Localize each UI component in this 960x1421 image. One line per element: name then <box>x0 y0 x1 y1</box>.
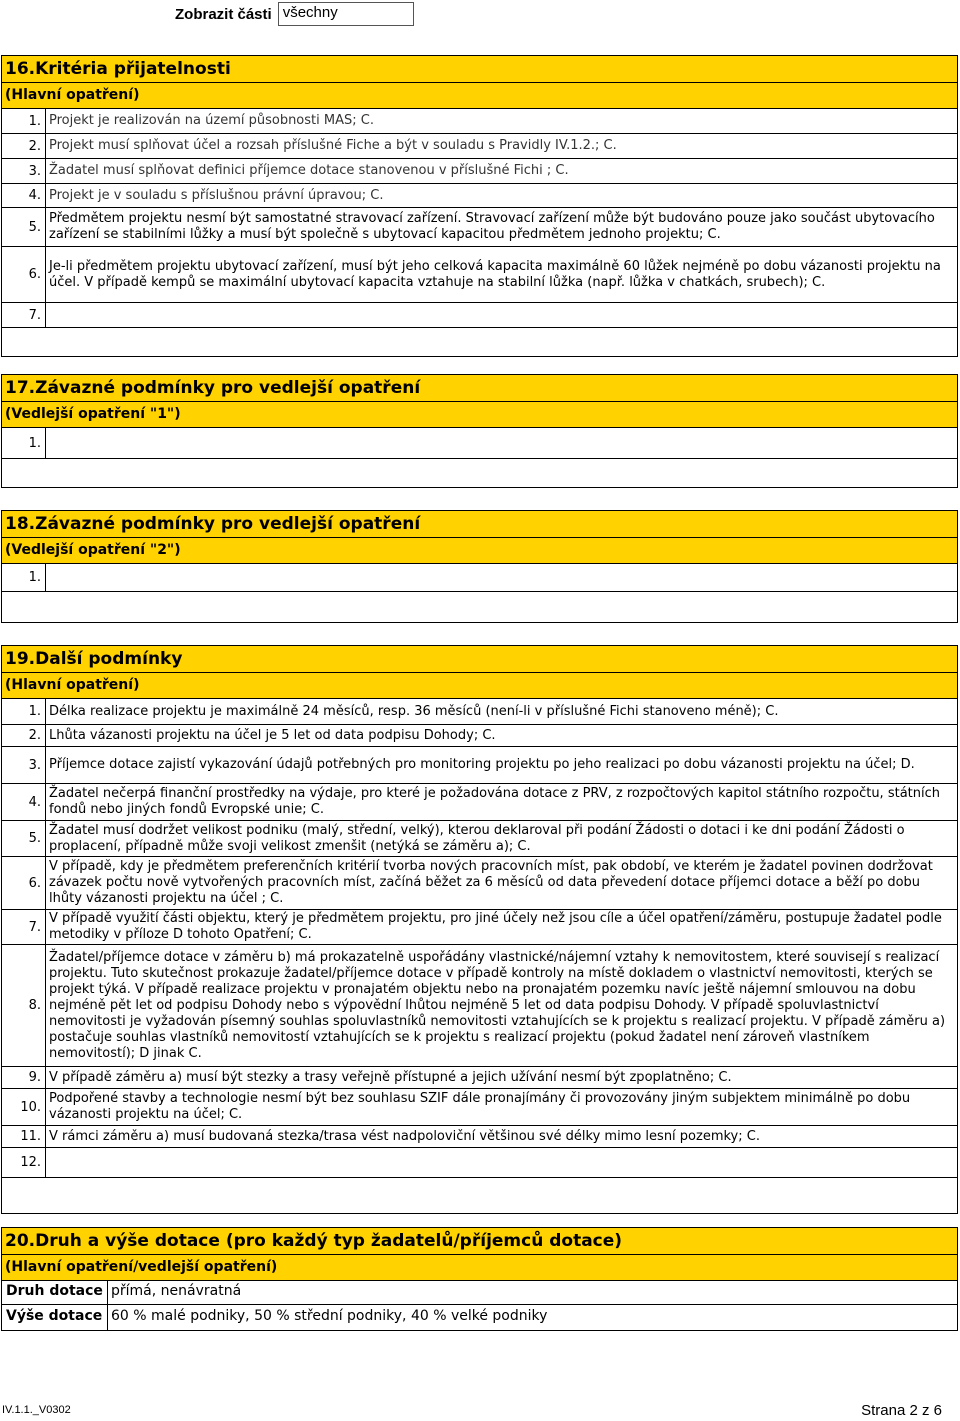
item-text: Podpořené stavby a technologie nesmí být bez souhlasu SZIF dále pronajímány či provozovány jiným subjektem minimálně po dobu vázanosti projektu na účel; C. <box>49 1091 911 1122</box>
section-subtitle: (Hlavní opatření) <box>5 677 140 693</box>
item-number: 3. <box>2 159 46 183</box>
item-number: 10. <box>2 1089 46 1125</box>
item-number: 7. <box>2 910 46 944</box>
item-number: 2. <box>2 134 46 158</box>
item-number: 5. <box>2 821 46 856</box>
item-text: V rámci záměru a) musí budovaná stezka/trasa vést nadpoloviční většinou své délky mimo lesní pozemky; C. <box>49 1128 760 1144</box>
item-text <box>46 564 957 591</box>
table-key: Druh dotace <box>2 1280 108 1304</box>
item-number: 5. <box>2 208 46 246</box>
item-number: 8. <box>2 945 46 1066</box>
list-item <box>2 564 957 592</box>
item-text <box>46 428 957 458</box>
section-title: 17.Závazné podmínky pro vedlejší opatření <box>2 375 957 402</box>
section-subtitle: (Hlavní opatření) <box>5 87 140 103</box>
item-text: V případě využití části objektu, který je předmětem projektu, pro jiné účely než jsou cíle a účel opatření/záměru, postupuje žadatel podle metodiky v příloze D tohoto Opatření; C. <box>49 911 942 942</box>
show-parts-label: Zobrazit části <box>175 5 272 23</box>
list-item <box>2 134 957 159</box>
item-number: 4. <box>2 784 46 820</box>
spacer <box>2 592 957 622</box>
table-value: 60 % malé podniky, 50 % střední podniky, 40 % velké podniky <box>111 1308 548 1324</box>
section-subtitle: (Vedlejší opatření "2") <box>5 542 181 558</box>
item-text: Je-li předmětem projektu ubytovací zařízení, musí být jeho celková kapacita maximálně 60 lůžek nejméně po dobu vázanosti projektu na účel. V případě kempů se maximální ubytovací kapacita vztahuje na stabilní lůžka (např. lůžka v chatkách, srubech); C. <box>49 258 941 290</box>
section-title: 18.Závazné podmínky pro vedlejší opatření <box>2 511 957 538</box>
item-text: Projekt musí splňovat účel a rozsah příslušné Fiche a být v souladu s Pravidly IV.1.2.; C. <box>49 138 617 153</box>
item-number: 11. <box>2 1126 46 1147</box>
item-text <box>46 303 957 327</box>
show-parts-select[interactable]: všechny <box>278 2 414 26</box>
list-item <box>2 857 957 910</box>
list-item <box>2 184 957 208</box>
table-value: přímá, nenávratná <box>111 1283 242 1299</box>
spacer <box>2 1178 957 1213</box>
item-text <box>46 1148 957 1177</box>
section-17 <box>1 374 958 488</box>
item-text: Příjemce dotace zajistí vykazování údajů potřebných pro monitoring projektu po jeho realizaci po dobu vázanosti projektu na účel; D. <box>49 757 915 772</box>
item-text: Žadatel musí splňovat definici příjemce dotace stanovenou v příslušné Fichi ; C. <box>49 163 569 178</box>
item-text: Žadatel nečerpá finanční prostředky na výdaje, pro které je požadována dotace z PRV, z rozpočtových kapitol státního rozpočtu, státních fondů nebo jiných fondů Evropské unie; C. <box>49 786 940 817</box>
item-text: V případě záměru a) musí být stezky a trasy veřejně přístupné a jejich užívání nesmí být zpoplatněno; C. <box>49 1069 732 1085</box>
list-item <box>2 1089 957 1126</box>
section-19 <box>1 645 958 1214</box>
section-title: 19.Další podmínky <box>2 646 957 673</box>
item-number: 1. <box>2 564 46 591</box>
list-item <box>2 910 957 945</box>
item-number: 2. <box>2 725 46 746</box>
list-item <box>2 821 957 857</box>
section-17-header <box>2 375 957 428</box>
section-16-header <box>2 56 957 109</box>
list-item <box>2 699 957 725</box>
section-18 <box>1 510 958 623</box>
list-item <box>2 159 957 184</box>
item-text: Lhůta vázanosti projektu na účel je 5 let od data podpisu Dohody; C. <box>49 727 496 743</box>
list-item <box>2 208 957 247</box>
item-number: 6. <box>2 857 46 909</box>
item-number: 1. <box>2 699 46 724</box>
list-item <box>2 747 957 784</box>
page-number: Strana 2 z 6 <box>861 1402 942 1419</box>
item-number: 4. <box>2 184 46 207</box>
list-item <box>2 109 957 134</box>
section-16 <box>1 55 958 357</box>
list-item <box>2 247 957 303</box>
list-item <box>2 784 957 821</box>
item-text: Délka realizace projektu je maximálně 24 měsíců, resp. 36 měsíců (není-li v příslušné Fichi stanoveno méně); C. <box>49 703 779 719</box>
list-item <box>2 428 957 459</box>
list-item <box>2 725 957 747</box>
section-19-header <box>2 646 957 699</box>
item-number: 7. <box>2 303 46 327</box>
item-text: Předmětem projektu nesmí být samostatné stravovací zařízení. Stravovací zařízení může být budováno pouze jako součást ubytovacího zařízení se stabilními lůžky a musí být společně s ubytovací kapacitou předmětem jednoho projektu; C. <box>49 211 935 242</box>
item-text: Projekt je v souladu s příslušnou právní úpravou; C. <box>49 187 384 203</box>
item-number: 12. <box>2 1148 46 1177</box>
item-text: Projekt je realizován na území působnosti MAS; C. <box>49 113 374 128</box>
list-item <box>2 303 957 328</box>
section-subtitle: (Hlavní opatření/vedlejší opatření) <box>5 1259 278 1275</box>
subsidy-table <box>1 1280 958 1331</box>
spacer <box>2 328 957 356</box>
item-number: 9. <box>2 1067 46 1088</box>
table-key: Výše dotace <box>2 1305 108 1330</box>
section-title: 16.Kritéria přijatelnosti <box>2 56 957 83</box>
section-18-header <box>2 511 957 564</box>
section-20-header <box>2 1228 957 1281</box>
section-title: 20.Druh a výše dotace (pro každý typ žadatelů/příjemců dotace) <box>2 1228 957 1255</box>
list-item <box>2 945 957 1067</box>
item-number: 1. <box>2 428 46 458</box>
spacer <box>2 459 957 487</box>
list-item <box>2 1067 957 1089</box>
section-20 <box>1 1227 958 1281</box>
list-item <box>2 1148 957 1178</box>
section-subtitle: (Vedlejší opatření "1") <box>5 406 181 422</box>
show-parts-bar <box>175 2 414 26</box>
item-number: 6. <box>2 247 46 302</box>
item-text: Žadatel musí dodržet velikost podniku (malý, střední, velký), kterou deklaroval při podání Žádosti o dotaci i ke dni podání Žádosti o proplacení, případně může svoji velikost zmenšit (netýká se záměru a); C. <box>49 822 905 854</box>
item-text: Žadatel/příjemce dotace v záměru b) má prokazatelně uspořádány vlastnické/nájemní vztahy k nemovitostem, které souvisejí s realizací projektu. Tuto skutečnost prokazuje žadatel/příjemce dotace v případě kontroly na místě dokladem o vlastnictví nemovitosti, kterých se projekt týká. V případě realizace projektu v pronajatém objektu nebo na pronajatém pozemku navíc ještě nájemní smlouvou na dobu nejméně pět let od podpisu Dohody nebo s výpovědní lhůtou nejméně 5 let od data podpisu Dohody. V případě spoluvlastnictví nemovitosti je vyžadován písemný souhlas spoluvlastníků nemovitosti vztahujících se k projektu s realizací projektu. V případě záměru a) postačuje souhlas vlastníků nemovitostí vztahujících se k projektu s realizací projektu (pokud žadatel není zároveň vlastníkem nemovitostí); D jinak C. <box>49 949 946 1061</box>
list-item <box>2 1126 957 1148</box>
item-number: 1. <box>2 109 46 133</box>
table-row <box>2 1280 957 1305</box>
item-text: V případě, kdy je předmětem preferenčních kritérií tvorba nových pracovních míst, pak období, ve kterém je žadatel povinen dodržovat závazek počtu nově vytvořených pracovních míst, začíná běžet za 6 měsíců od data převedení dotace příjemci dotace a běží po dobu lhůty vázanosti projektu na účel ; C. <box>49 859 933 906</box>
document-code: IV.1.1._V0302 <box>2 1404 71 1416</box>
table-row <box>2 1305 957 1330</box>
item-number: 3. <box>2 747 46 783</box>
